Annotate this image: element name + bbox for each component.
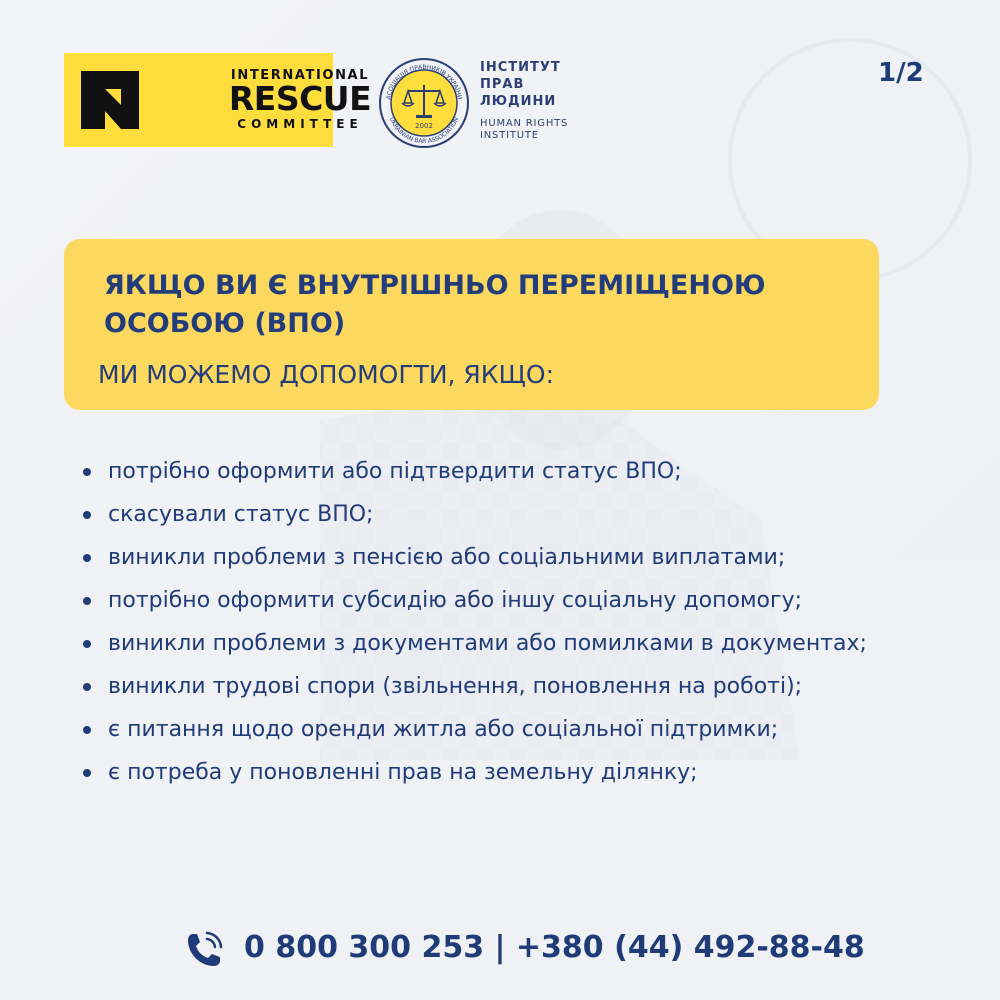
list-item (78, 536, 958, 579)
bullet-icon (83, 640, 91, 648)
bullet-icon (83, 769, 91, 777)
list-item-text: потрібно оформити або підтвердити статус ВПО; (108, 459, 682, 484)
seal-year: 2002 (415, 122, 433, 130)
list-item-text: виникли проблеми з пенсією або соціальними виплатами; (108, 545, 786, 570)
seal-ring-bottom-text: UKRAINIAN BAR ASSOCIATION (387, 116, 461, 146)
list-item-text: скасували статус ВПО; (108, 502, 374, 527)
seal-ring-top-text: АСОЦІАЦІЯ ПРАВНИКІВ УКРАЇНИ (385, 63, 463, 101)
institute-name-en-line: INSTITUTE (480, 130, 539, 141)
bullet-icon (83, 468, 91, 476)
list-item-text: потрібно оформити субсидію або іншу соціальну допомогу; (108, 588, 802, 613)
phone-numbers[interactable]: 0 800 300 253 | +380 (44) 492-88-48 (244, 930, 865, 965)
irc-logo-icon (81, 71, 139, 129)
list-item-text: є потреба у поновленні прав на земельну ділянку; (108, 760, 698, 785)
list-item (78, 708, 958, 751)
irc-logo-line3: COMMITTEE (237, 117, 363, 131)
list-item-text: виникли трудові спори (звільнення, поновлення на роботі); (108, 674, 803, 699)
phone-icon (184, 930, 224, 970)
list-item (78, 493, 958, 536)
bullet-icon (83, 554, 91, 562)
bar-association-seal-icon (376, 55, 472, 151)
list-item-text: є питання щодо оренди житла або соціальної підтримки; (108, 717, 779, 742)
institute-name-ua-line: ПРАВ (480, 77, 525, 92)
irc-logo (64, 53, 372, 147)
heading-box (64, 239, 879, 410)
institute-name-ua (480, 59, 561, 110)
list-item (78, 450, 958, 493)
bullet-icon (83, 683, 91, 691)
bullet-icon (83, 511, 91, 519)
list-item (78, 579, 958, 622)
heading-subtitle: МИ МОЖЕМО ДОПОМОГТИ, ЯКЩО: (98, 360, 554, 389)
institute-name-ua-line: ІНСТИТУТ (480, 60, 561, 75)
institute-name-en-line: HUMAN RIGHTS (480, 118, 569, 129)
list-item (78, 622, 958, 665)
list-item (78, 665, 958, 708)
irc-logo-line1: INTERNATIONAL (230, 68, 370, 83)
page-indicator: 1/2 (878, 58, 924, 88)
bullet-icon (83, 726, 91, 734)
bullet-icon (83, 597, 91, 605)
institute-name-en (480, 118, 568, 142)
list-item (78, 751, 958, 794)
irc-logo-line2: RESCUE (228, 79, 372, 118)
list-item-text: виникли проблеми з документами або помилками в документах; (108, 631, 867, 656)
human-rights-institute-logo (376, 55, 586, 150)
institute-name-ua-line: ЛЮДИНИ (480, 94, 557, 109)
help-conditions-list (78, 450, 958, 794)
heading-title: ЯКЩО ВИ Є ВНУТРІШНЬО ПЕРЕМІЩЕНОЮ ОСОБОЮ (ВПО) (104, 270, 766, 339)
